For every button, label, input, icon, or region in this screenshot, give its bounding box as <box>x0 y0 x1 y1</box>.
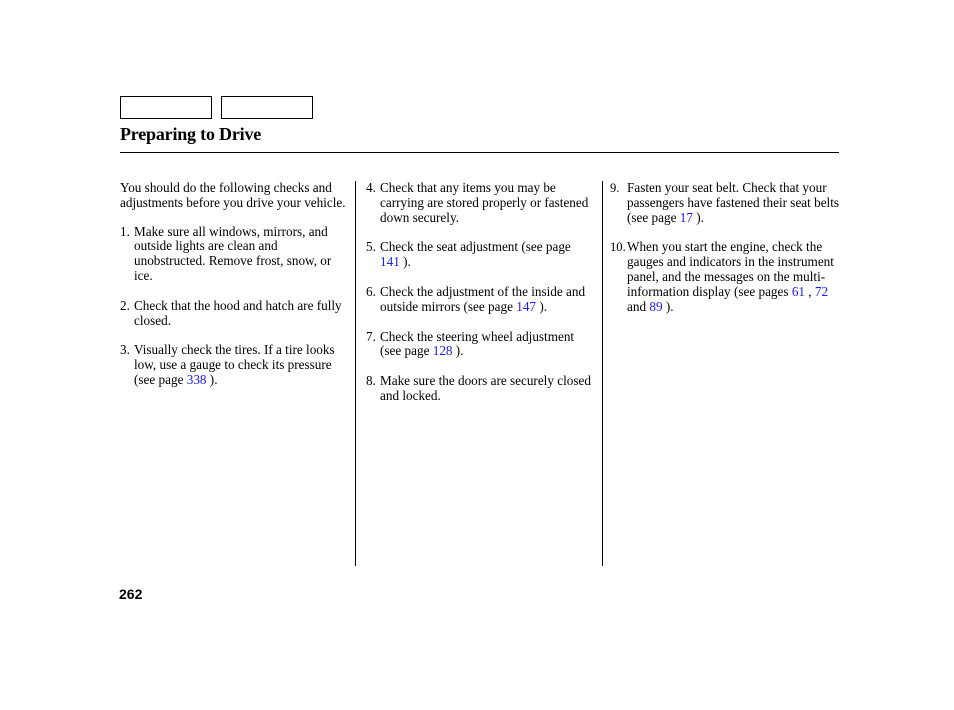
checklist-item-2 <box>120 299 348 329</box>
checklist-item-7 <box>366 330 591 360</box>
checklist-item-4 <box>366 181 591 225</box>
column-divider-2 <box>602 181 603 566</box>
checklist-item-10 <box>610 240 842 314</box>
page-link-89[interactable]: 89 <box>649 298 663 314</box>
item-number: 2. <box>120 297 130 313</box>
item-text: Check the steering wheel adjustment (see page <box>380 328 575 359</box>
page-link-17[interactable]: 17 <box>679 209 693 225</box>
item-text: Fasten your seat belt. Check that your passengers have fastened their seat belts (see page <box>627 180 840 225</box>
column-1 <box>120 181 348 403</box>
page-link-141[interactable]: 141 <box>380 254 400 270</box>
item-number: 4. <box>366 180 376 195</box>
page-link-147[interactable]: 147 <box>516 298 537 314</box>
item-text: Make sure the doors are securely closed and locked. <box>380 373 591 403</box>
item-text: Check the adjustment of the inside and outside mirrors (see page <box>380 283 586 314</box>
checklist-item-3 <box>120 343 348 387</box>
item-text-end: ). <box>452 343 464 359</box>
item-separator: , <box>805 283 815 299</box>
page-number: 262 <box>119 586 143 602</box>
title-divider <box>120 152 839 153</box>
checklist-item-5 <box>366 240 591 270</box>
column-3 <box>610 181 842 329</box>
checklist-item-1 <box>120 225 348 284</box>
item-text: Check that any items you may be carrying are stored properly or fastened down securely. <box>380 180 589 225</box>
item-text: When you start the engine, check the gauges and indicators in the instrument panel, and the messages on the multi-information display (see pages <box>627 239 834 299</box>
item-text-end: ). <box>536 298 548 314</box>
item-number: 10. <box>610 240 626 255</box>
item-text-end: ). <box>206 371 218 387</box>
checklist-item-6 <box>366 285 591 315</box>
nav-box-2[interactable] <box>221 96 313 119</box>
item-separator: and <box>627 298 650 314</box>
column-2 <box>366 181 591 419</box>
item-text: Check the seat adjustment (see page <box>380 239 571 255</box>
page-link-61[interactable]: 61 <box>791 283 805 299</box>
item-number: 8. <box>366 373 376 389</box>
column-divider-1 <box>355 181 356 566</box>
item-number: 3. <box>120 342 130 358</box>
page-link-128[interactable]: 128 <box>432 343 453 359</box>
item-text: Make sure all windows, mirrors, and outside lights are clean and unobstructed. Remove frost, snow, or ice. <box>134 223 332 283</box>
item-text-end: ). <box>662 298 674 314</box>
nav-box-1[interactable] <box>120 96 212 119</box>
item-number: 6. <box>366 283 376 299</box>
item-text: Visually check the tires. If a tire looks low, use a gauge to check its pressure (see page <box>134 342 335 387</box>
intro-paragraph: You should do the following checks and adjustments before you drive your vehicle. <box>120 180 346 210</box>
item-number: 7. <box>366 328 376 344</box>
item-number: 9. <box>610 181 620 195</box>
item-text: Check that the hood and hatch are fully closed. <box>134 297 342 328</box>
page-title: Preparing to Drive <box>120 124 262 144</box>
item-number: 1. <box>120 223 130 239</box>
checklist-item-9 <box>610 181 842 225</box>
item-number: 5. <box>366 239 376 255</box>
checklist-item-8 <box>366 374 591 404</box>
page-link-72[interactable]: 72 <box>814 283 829 299</box>
item-text-end: ). <box>692 209 704 225</box>
item-text-end: ). <box>399 254 411 270</box>
page-link-338[interactable]: 338 <box>186 371 207 387</box>
